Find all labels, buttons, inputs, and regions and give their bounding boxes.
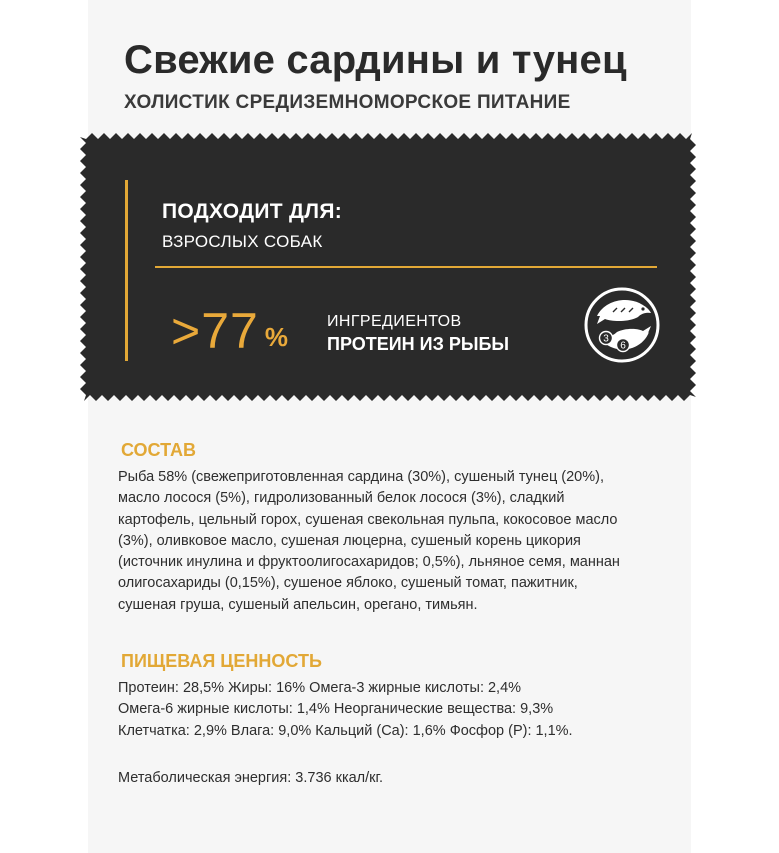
accent-bar [125,180,128,361]
nutrition-title: ПИЩЕВАЯ ЦЕННОСТЬ [121,651,322,671]
ingredients-value: ПРОТЕИН ИЗ РЫБЫ [327,334,510,354]
nutrition-line: Омега-6 жирные кислоты: 1,4% Неорганические вещества: 9,3% [118,701,554,718]
nutrition-line: Протеин: 28,5% Жиры: 16% Омега-3 жирные кислоты: 2,4% [118,680,522,696]
composition-line: (источник инулина и фруктоолигосахаридов; 0,5%), льняное семя, маннан [118,554,620,571]
protein-percent-sign: % [264,322,288,352]
divider-line [155,266,657,268]
composition-line: сушеная груша, сушеный апельсин, орегано, тимьян. [118,596,478,613]
suitable-for-label: ПОДХОДИТ ДЛЯ: [162,200,343,223]
composition-line: картофель, цельный горох, сушеная свекольная пульпа, кокосовое масло [118,511,618,528]
protein-percent [171,302,288,360]
protein-percent-value: >77 [171,303,259,359]
nutrition-line: Клетчатка: 2,9% Влага: 9,0% Кальций (Ca): 1,6% Фосфор (P): 1,1%. [118,722,573,739]
nutrition-text [118,678,573,742]
composition-line: масло лосося (5%), гидролизованный белок лосося (3%), сладкий [118,490,565,507]
composition-line: олигосахариды (0,15%), сушеное яблоко, сушеный томат, пажитник, [118,575,578,592]
omega-6-mark: 6 [620,340,626,352]
fish-omega-icon [583,286,661,364]
composition-line: (3%), оливковое масло, сушеная люцерна, сушеный корень цикория [118,532,581,549]
composition-text [118,467,698,616]
composition-line: Рыба 58% (свежеприготовленная сардина (30%), сушеный тунец (20%), [118,469,604,485]
suitable-for-value: ВЗРОСЛЫХ СОБАК [162,232,323,251]
page-subtitle: ХОЛИСТИК СРЕДИЗЕМНОМОРСКОЕ ПИТАНИЕ [124,92,571,113]
metabolic-energy: Метаболическая энергия: 3.736 ккал/кг. [118,770,384,786]
omega-3-mark: 3 [603,333,609,345]
composition-title: СОСТАВ [121,440,196,460]
ingredients-label: ИНГРЕДИЕНТОВ [327,313,462,330]
page-title: Свежие сардины и тунец [124,38,627,82]
